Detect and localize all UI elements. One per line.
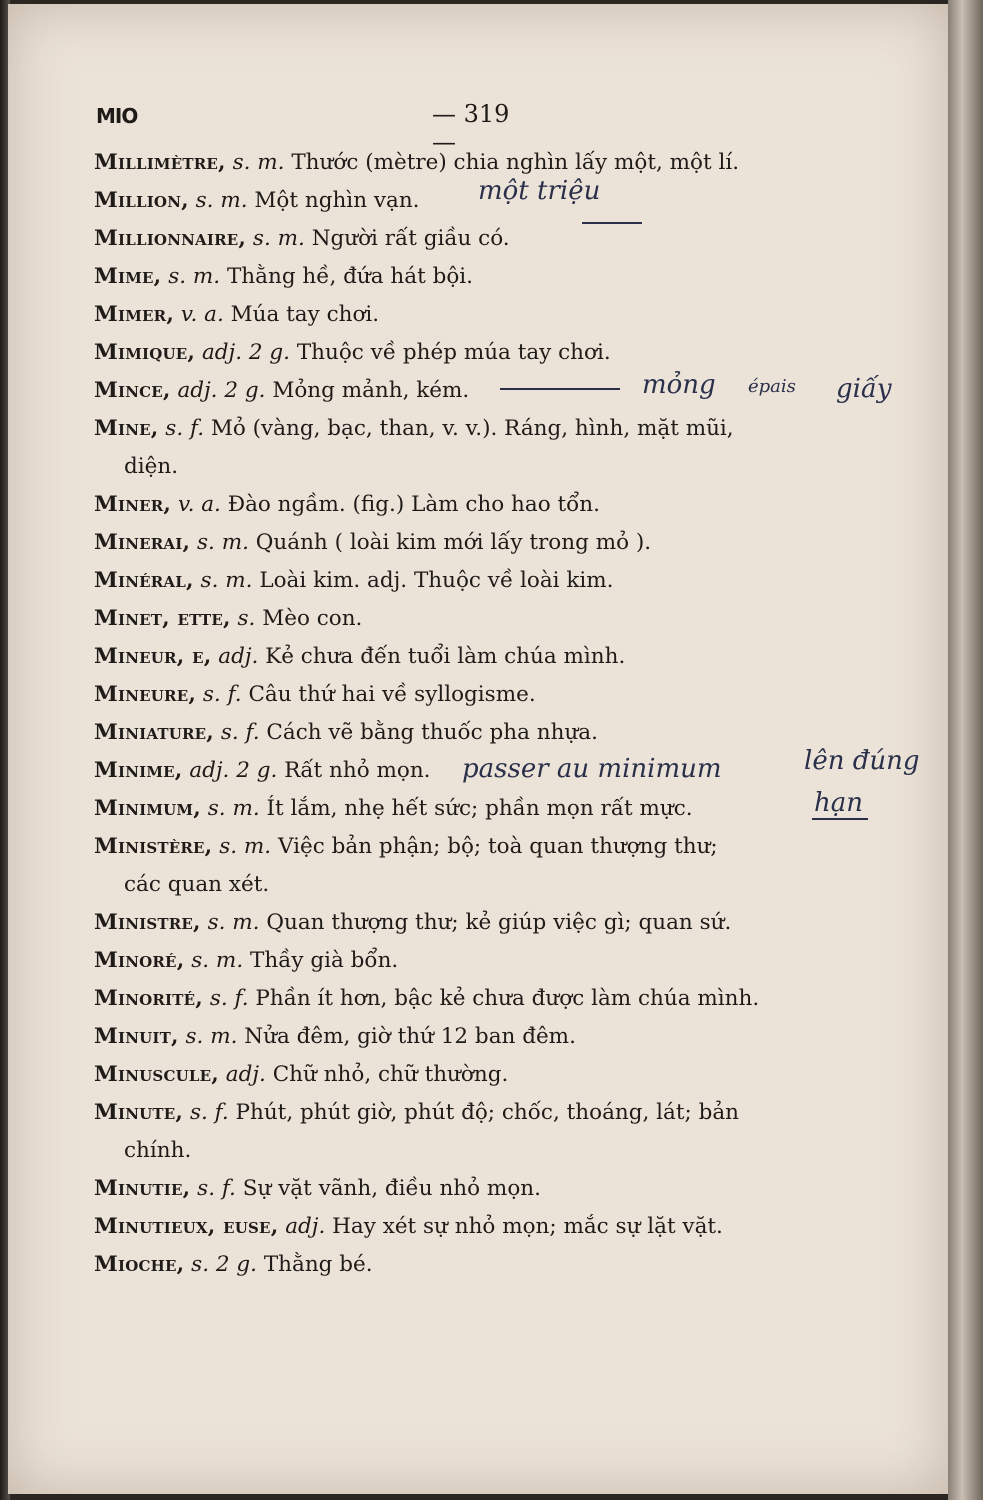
entry-grammar: adj. 2 g. [201,340,290,365]
entry-definition: Thằng bé. [263,1252,373,1277]
entry-grammar: s. m. [207,910,260,935]
entry-headword: Minéral, [94,568,194,593]
entry-headword: Millionnaire, [94,226,247,251]
entry-grammar: s. m. [197,530,249,555]
entry-definition: Mỏng mảnh, kém. [272,378,470,403]
dictionary-entry [94,600,794,638]
handwritten-note-mince-2: épais [748,376,796,397]
handwritten-note-minime: passer au minimum [462,754,722,784]
entry-continuation: chính. [124,1138,192,1163]
entry-grammar: v. a. [180,302,224,327]
entry-continuation: diện. [124,454,179,479]
entry-definition: Thầy già bổn. [250,948,399,973]
dictionary-entry [94,1056,794,1094]
dictionary-entries [94,144,794,1284]
dictionary-entry-continuation [94,1132,794,1170]
entry-definition: Người rất giầu có. [311,226,510,251]
entry-headword: Miniature, [94,720,214,745]
entry-grammar: s. f. [189,1100,229,1125]
entry-headword: Mioche, [94,1252,185,1277]
dictionary-entry [94,714,794,752]
entry-headword: Mine, [94,416,159,441]
dictionary-entry [94,1094,794,1132]
handwritten-note-minime-3: hạn [814,788,863,818]
dictionary-entry [94,942,794,980]
entry-headword: Ministère, [94,834,213,859]
entry-headword: Minime, [94,758,183,783]
entry-headword: Minet, ette, [94,606,231,631]
entry-definition: Hay xét sự nhỏ mọn; mắc sự lặt vặt. [332,1214,723,1239]
entry-headword: Mime, [94,264,162,289]
dictionary-entry [94,524,794,562]
dictionary-entry [94,486,794,524]
dictionary-entry-continuation [94,448,794,486]
entry-headword: Mimique, [94,340,196,365]
handwritten-note-minime-2: lên đúng [804,746,920,776]
entry-definition: Phần ít hơn, bậc kẻ chưa được làm chúa mình. [255,986,760,1011]
entry-headword: Minute, [94,1100,184,1125]
entry-headword: Minorité, [94,986,203,1011]
entry-definition: Quánh ( loài kim mới lấy trong mỏ ). [255,530,652,555]
dictionary-entry-continuation [94,866,794,904]
entry-grammar: v. a. [177,492,221,517]
entry-definition: Phút, phút giờ, phút độ; chốc, thoáng, lát; bản [235,1100,740,1125]
dictionary-entry [94,296,794,334]
page-header [96,100,536,156]
dictionary-entry [94,1018,794,1056]
entry-grammar: s. m. [200,568,253,593]
entry-grammar: s. m. [232,150,285,175]
handwritten-underline [582,222,642,224]
entry-grammar: s. [237,606,256,631]
dictionary-entry [94,638,794,676]
book-spine [948,0,983,1500]
entry-grammar: s. m. [191,948,244,973]
dictionary-entry [94,790,794,828]
entry-headword: Minimum, [94,796,201,821]
entry-definition: Sự vặt vãnh, điều nhỏ mọn. [242,1176,541,1201]
entry-grammar: s. m. [207,796,260,821]
handwritten-line-mince [500,388,620,390]
entry-definition: Rất nhỏ mọn. [284,758,431,783]
dictionary-entry [94,144,794,182]
entry-headword: Miner, [94,492,172,517]
entry-definition: Loài kim. adj. Thuộc về loài kim. [259,568,614,593]
dictionary-entry [94,828,794,866]
dictionary-entry [94,220,794,258]
entry-definition: Múa tay chơi. [230,302,380,327]
page-number: — 319 — [432,100,510,156]
entry-grammar: s. f. [209,986,249,1011]
dictionary-entry [94,410,794,448]
book-page [8,4,948,1494]
dictionary-entry [94,1246,794,1284]
entry-headword: Minuit, [94,1024,179,1049]
entry-definition: Chữ nhỏ, chữ thường. [272,1062,509,1087]
entry-headword: Minutieux, euse, [94,1214,279,1239]
entry-headword: Minutie, [94,1176,191,1201]
entry-continuation: các quan xét. [124,872,270,897]
entry-definition: Cách vẽ bằng thuốc pha nhựa. [266,720,598,745]
dictionary-entry [94,980,794,1018]
entry-headword: Minoré, [94,948,185,973]
entry-definition: Thước (mètre) chia nghìn lấy một, một lí. [291,150,740,175]
guide-word: MIO [96,104,138,128]
handwritten-note-mince: mỏng [642,370,716,400]
entry-headword: Mineur, e, [94,644,212,669]
entry-grammar: s. m. [195,188,248,213]
entry-grammar: s. f. [202,682,242,707]
entry-headword: Mimer, [94,302,175,327]
dictionary-entry [94,182,794,220]
entry-definition: Ít lắm, nhẹ hết sức; phần mọn rất mực. [266,796,693,821]
entry-definition: Kẻ chưa đến tuổi làm chúa mình. [265,644,626,669]
entry-grammar: s. m. [185,1024,238,1049]
entry-headword: Mince, [94,378,171,403]
entry-definition: Một nghìn vạn. [254,188,420,213]
entry-definition: Đào ngầm. (fig.) Làm cho hao tổn. [227,492,600,517]
handwritten-note-million: một triệu [478,176,601,206]
entry-definition: Câu thứ hai về syllogisme. [248,682,536,707]
entry-grammar: s. 2 g. [191,1252,257,1277]
entry-grammar: adj. 2 g. [189,758,278,783]
entry-headword: Million, [94,188,189,213]
entry-grammar: s. f. [220,720,260,745]
entry-headword: Millimètre, [94,150,226,175]
entry-definition: Thằng hề, đứa hát bội. [226,264,473,289]
entry-definition: Quan thượng thư; kẻ giúp việc gì; quan sứ. [266,910,732,935]
entry-grammar: s. f. [165,416,205,441]
entry-grammar: s. m. [168,264,221,289]
entry-grammar: s. m. [219,834,272,859]
entry-definition: Mỏ (vàng, bạc, than, v. v.). Ráng, hình, mặt mũi, [210,416,734,441]
entry-grammar: adj. [285,1214,326,1239]
handwritten-note-mince-3: giấy [836,374,892,404]
dictionary-entry [94,676,794,714]
dictionary-entry [94,562,794,600]
entry-grammar: s. f. [197,1176,236,1201]
entry-headword: Ministre, [94,910,201,935]
entry-grammar: adj. 2 g. [177,378,266,403]
entry-definition: Thuộc về phép múa tay chơi. [296,340,611,365]
entry-definition: Nửa đêm, giờ thứ 12 ban đêm. [244,1024,576,1049]
entry-headword: Minerai, [94,530,191,555]
entry-headword: Mineure, [94,682,197,707]
entry-grammar: s. m. [252,226,305,251]
entry-grammar: adj. [218,644,259,669]
entry-grammar: adj. [225,1062,266,1087]
dictionary-entry [94,258,794,296]
entry-definition: Việc bản phận; bộ; toà quan thượng thư; [277,834,718,859]
dictionary-entry [94,334,794,372]
dictionary-entry [94,1208,794,1246]
entry-definition: Mèo con. [262,606,363,631]
entry-headword: Minuscule, [94,1062,219,1087]
dictionary-entry [94,1170,794,1208]
handwritten-underline-2 [812,818,868,820]
dictionary-entry [94,904,794,942]
